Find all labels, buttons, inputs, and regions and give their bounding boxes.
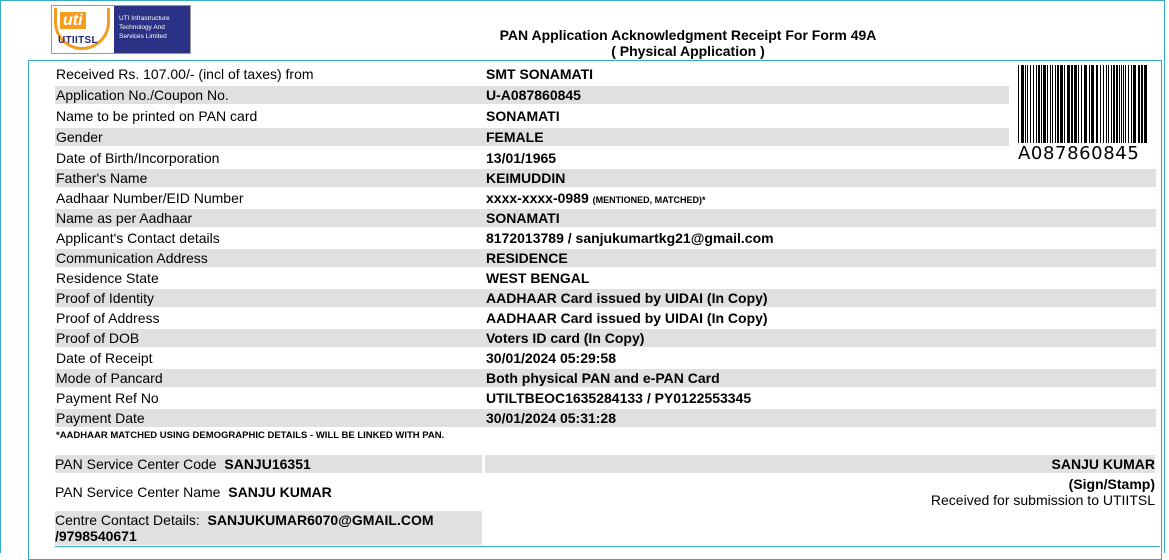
detail-value-text: FEMALE — [486, 129, 544, 145]
service-center-name-row — [55, 483, 482, 501]
barcode-bar — [1064, 65, 1065, 143]
service-center-name-label: PAN Service Center Name — [55, 484, 221, 500]
detail-value — [486, 329, 644, 347]
centre-contact-email: SANJUKUMAR6070@GMAIL.COM — [207, 512, 434, 528]
detail-row — [55, 149, 1009, 167]
detail-row — [55, 349, 1156, 367]
barcode-bar — [1111, 65, 1112, 143]
detail-row — [55, 169, 1156, 187]
detail-row — [55, 189, 1156, 207]
barcode-bar — [1060, 65, 1063, 143]
centre-contact-phone: /9798540671 — [55, 528, 137, 544]
detail-label: Aadhaar Number/EID Number — [56, 190, 244, 206]
detail-row — [55, 389, 1156, 407]
detail-label: Mode of Pancard — [56, 370, 163, 386]
detail-row — [55, 107, 1009, 125]
aadhaar-footnote: *AADHAAR MATCHED USING DEMOGRAPHIC DETAILS - WILL BE LINKED WITH PAN. — [56, 430, 445, 441]
detail-value — [486, 149, 556, 167]
aadhaar-match-note: (MENTIONED, MATCHED)* — [592, 195, 706, 205]
barcode-number: A087860845 — [1018, 143, 1140, 164]
barcode-bar — [1138, 65, 1140, 143]
detail-value — [486, 209, 560, 227]
detail-value — [486, 309, 768, 327]
detail-label: Date of Birth/Incorporation — [56, 150, 220, 166]
barcode-bar — [1084, 65, 1087, 143]
barcode-bar — [1057, 65, 1059, 143]
detail-value-text: Both physical PAN and e-PAN Card — [486, 370, 720, 386]
application-barcode — [1018, 65, 1148, 143]
detail-label: Payment Ref No — [56, 390, 159, 406]
logo-emblem — [52, 6, 114, 53]
detail-label: Residence State — [56, 270, 159, 286]
barcode-bar — [1144, 65, 1147, 143]
detail-row — [55, 409, 1156, 427]
detail-value — [486, 249, 568, 267]
barcode-bar — [1078, 65, 1079, 143]
barcode-bar — [1123, 65, 1124, 143]
barcode-bar — [1021, 65, 1024, 143]
detail-label: Applicant's Contact details — [56, 230, 220, 246]
detail-label: Application No./Coupon No. — [56, 87, 229, 103]
barcode-bar — [1074, 65, 1077, 143]
detail-value-text: SMT SONAMATI — [486, 66, 594, 82]
barcode-bar — [1047, 65, 1048, 143]
detail-row — [55, 269, 1156, 287]
detail-value-text: U-A087860845 — [486, 87, 581, 103]
centre-contact-label: Centre Contact Details: — [55, 512, 200, 528]
detail-value-text: Voters ID card (In Copy) — [486, 330, 645, 346]
detail-value — [486, 189, 705, 209]
utiitsl-logo — [51, 5, 191, 54]
detail-row — [55, 329, 1156, 347]
service-center-name: SANJU KUMAR — [228, 484, 332, 500]
detail-row — [55, 289, 1156, 307]
detail-value-text: 30/01/2024 05:29:58 — [486, 350, 616, 366]
barcode-bar — [1131, 65, 1132, 143]
barcode-bar — [1116, 65, 1118, 143]
detail-label: Proof of Identity — [56, 290, 155, 306]
detail-label: Name to be printed on PAN card — [56, 108, 258, 124]
barcode-bar — [1128, 65, 1129, 143]
detail-row — [55, 309, 1156, 327]
barcode-bar — [1018, 65, 1019, 143]
service-center-code: SANJU16351 — [224, 456, 311, 472]
barcode-bar — [1133, 65, 1136, 143]
barcode-bar — [1091, 65, 1094, 143]
detail-value-text: UTILTBEOC1635284133 / PY0122553345 — [486, 390, 752, 406]
detail-value — [486, 389, 751, 407]
logo-brand-text: UTIITSL — [58, 35, 98, 46]
detail-value-text: 8172013789 / sanjukumartkg21@gmail.com — [486, 230, 774, 246]
detail-value — [486, 86, 581, 104]
barcode-bar — [1121, 65, 1122, 143]
logo-line-2: Technology And — [119, 24, 165, 31]
barcode-bar — [1113, 65, 1115, 143]
barcode-bar — [1081, 65, 1082, 143]
detail-label: Communication Address — [56, 250, 208, 266]
barcode-bar — [1119, 65, 1120, 143]
barcode-bar — [1103, 65, 1104, 143]
detail-row — [55, 65, 1009, 83]
detail-label: Name as per Aadhaar — [56, 210, 193, 226]
barcode-bar — [1041, 65, 1042, 143]
detail-value-text: SONAMATI — [486, 210, 560, 226]
receipt-title-main: PAN Application Acknowledgment Receipt For Form 49A — [499, 27, 877, 43]
detail-value — [486, 269, 589, 287]
detail-value — [486, 289, 768, 307]
barcode-bar — [1036, 65, 1037, 143]
detail-label: Gender — [56, 129, 103, 145]
detail-value — [486, 107, 560, 125]
barcode-bar — [1071, 65, 1073, 143]
barcode-bar — [1027, 65, 1028, 143]
detail-value — [486, 169, 565, 187]
logo-company-name — [114, 6, 190, 53]
detail-value — [486, 409, 616, 427]
detail-value-text: AADHAAR Card issued by UIDAI (In Copy) — [486, 310, 768, 326]
signer-name: SANJU KUMAR — [1051, 456, 1155, 472]
logo-line-3: Services Limited — [119, 33, 167, 40]
detail-value-text: 13/01/1965 — [486, 150, 557, 166]
detail-value — [486, 65, 593, 83]
barcode-bar — [1089, 65, 1090, 143]
detail-value — [486, 349, 616, 367]
logo-line-1: UTI Infrastructure — [119, 15, 170, 22]
detail-row — [55, 249, 1156, 267]
barcode-bar — [1030, 65, 1031, 143]
barcode-bar — [1141, 65, 1143, 143]
barcode-bar — [1033, 65, 1034, 143]
barcode-bar — [1038, 65, 1040, 143]
barcode-bar — [1108, 65, 1109, 143]
detail-row — [55, 369, 1156, 387]
barcode-bar — [1055, 65, 1056, 143]
detail-label: Proof of DOB — [56, 330, 140, 346]
detail-row — [55, 209, 1156, 227]
detail-value-text: 30/01/2024 05:31:28 — [486, 410, 616, 426]
receipt-title — [400, 27, 976, 59]
receipt-title-sub: ( Physical Application ) — [611, 43, 765, 59]
detail-value-text: SONAMATI — [486, 108, 560, 124]
barcode-bar — [1100, 65, 1101, 143]
detail-label: Received Rs. 107.00/- (incl of taxes) from — [56, 66, 314, 82]
detail-value — [486, 229, 774, 247]
centre-contact-details — [55, 511, 482, 545]
detail-value-text: AADHAAR Card issued by UIDAI (In Copy) — [486, 290, 768, 306]
detail-label: Payment Date — [56, 410, 145, 426]
detail-label: Proof of Address — [56, 310, 160, 326]
detail-value-text: KEIMUDDIN — [486, 170, 566, 186]
barcode-bar — [1125, 65, 1126, 143]
detail-label: Father's Name — [56, 170, 148, 186]
detail-row — [55, 86, 1009, 104]
barcode-bar — [1106, 65, 1107, 143]
barcode-bar — [1052, 65, 1053, 143]
detail-value — [486, 369, 720, 387]
detail-value-text: WEST BENGAL — [486, 270, 590, 286]
detail-row — [55, 229, 1156, 247]
sign-stamp-label: (Sign/Stamp) — [1068, 476, 1155, 492]
detail-value-text: RESIDENCE — [486, 250, 568, 266]
service-center-code-row — [55, 455, 482, 473]
detail-row — [55, 128, 1009, 146]
barcode-bar — [1043, 65, 1046, 143]
detail-value-text: xxxx-xxxx-0989 — [486, 190, 589, 206]
barcode-bar — [1067, 65, 1070, 143]
received-for-submission: Received for submission to UTIITSL — [930, 492, 1155, 508]
barcode-bar — [1050, 65, 1051, 143]
barcode-bar — [1096, 65, 1098, 143]
service-center-code-label: PAN Service Center Code — [55, 456, 217, 472]
detail-label: Date of Receipt — [56, 350, 153, 366]
detail-value — [486, 128, 544, 146]
logo-uti-text: uti — [60, 12, 86, 29]
barcode-bar — [1025, 65, 1026, 143]
